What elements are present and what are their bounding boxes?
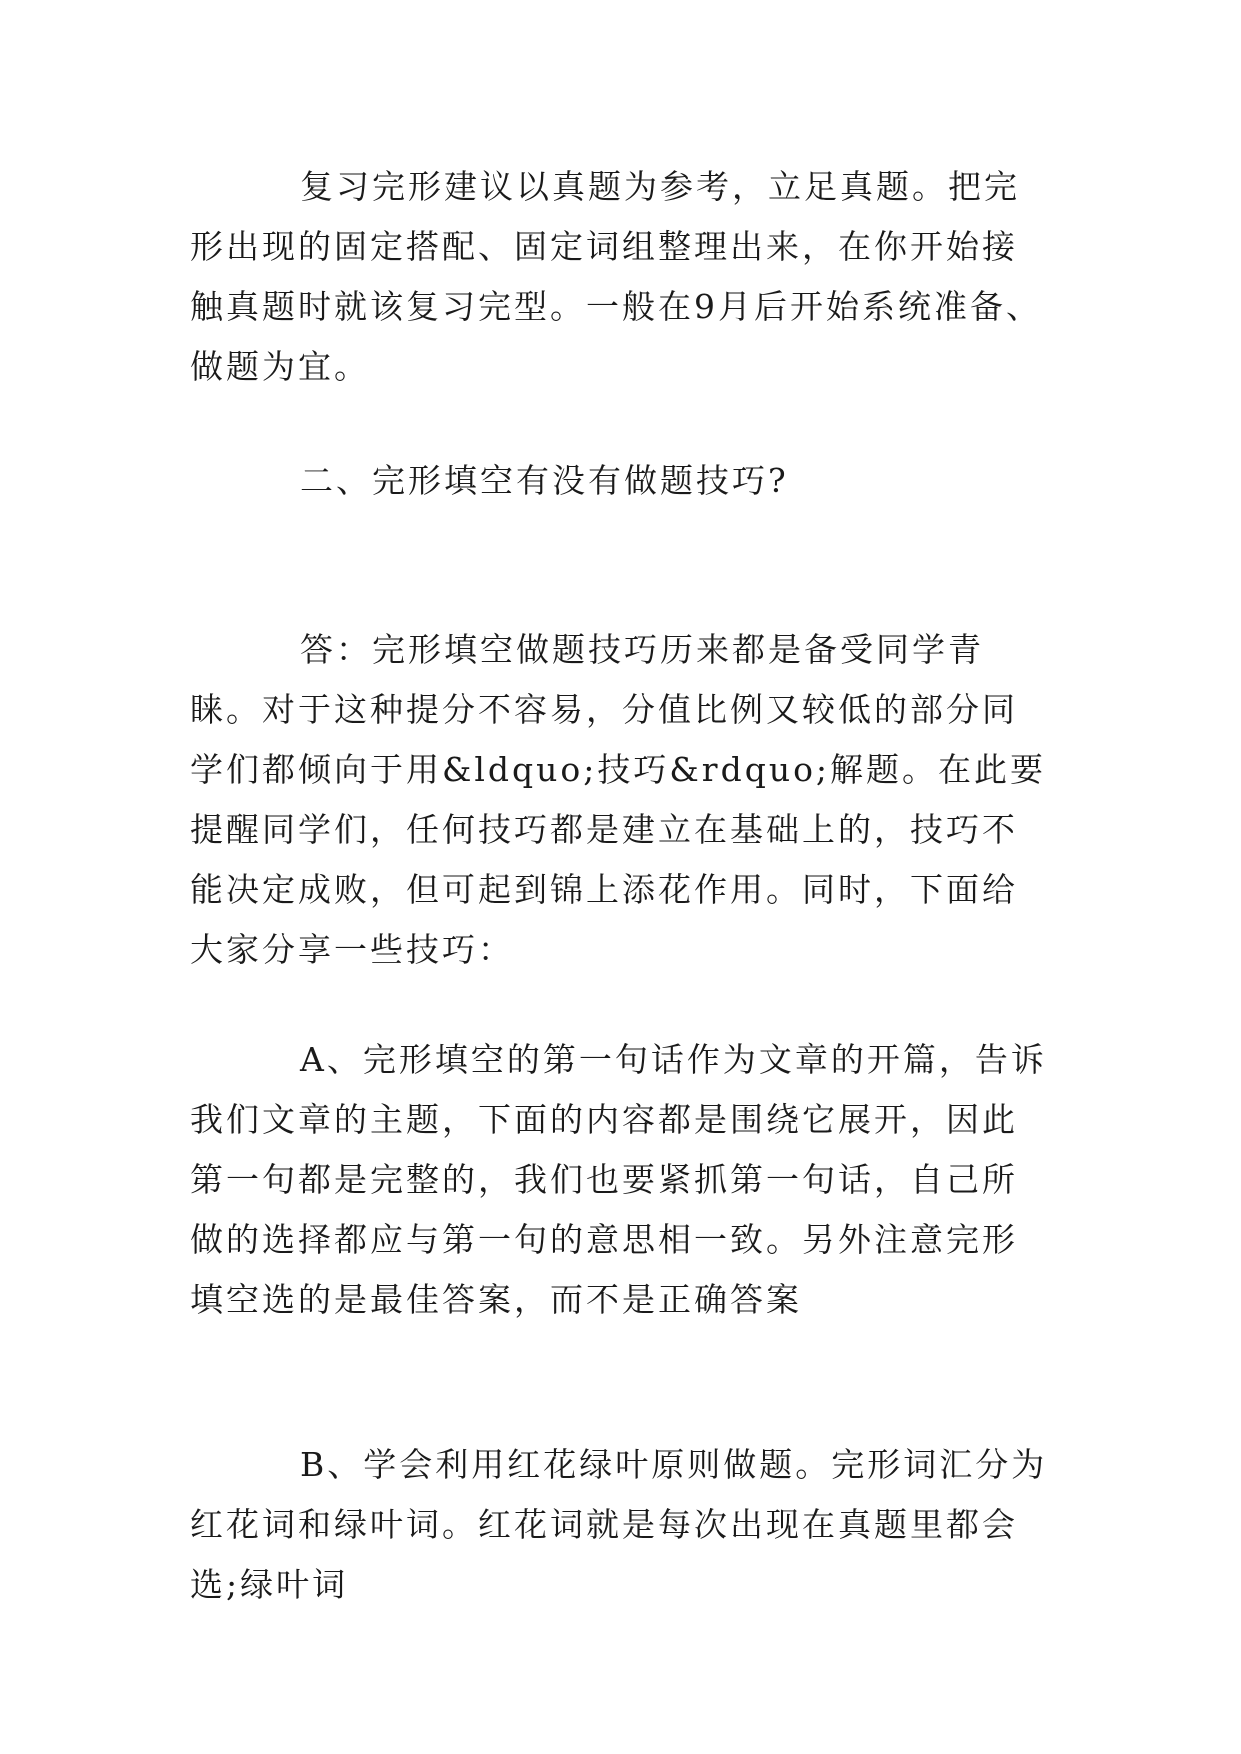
paragraph-tip-b: B、学会利用红花绿叶原则做题。完形词汇分为红花词和绿叶词。红花词就是每次出现在真题里都会选;绿叶词 xyxy=(190,1445,1048,1604)
paragraph-tip-a: A、完形填空的第一句话作为文章的开篇，告诉我们文章的主题，下面的内容都是围绕它展开，因此第一句都是完整的，我们也要紧抓第一句话，自己所做的选择都应与第一句的意思相一致。另外注意完形填空选的是最佳答案，而不是正确答案 xyxy=(190,1040,1047,1319)
paragraph-answer: 答：完形填空做题技巧历来都是备受同学青睐。对于这种提分不容易，分值比例又较低的部分同学们都倾向于用&ldquo;技巧&rdquo;解题。在此要提醒同学们，任何技巧都是建立在基础上的，技巧不能决定成败，但可起到锦上添花作用。同时，下面给大家分享一些技巧： xyxy=(190,630,1047,969)
paragraph-review-advice: 复习完形建议以真题为参考，立足真题。把完形出现的固定搭配、固定词组整理出来，在你开始接触真题时就该复习完型。一般在9月后开始系统准备、做题为宜。 xyxy=(190,167,1042,386)
section-heading-techniques: 二、完形填空有没有做题技巧? xyxy=(300,461,789,500)
